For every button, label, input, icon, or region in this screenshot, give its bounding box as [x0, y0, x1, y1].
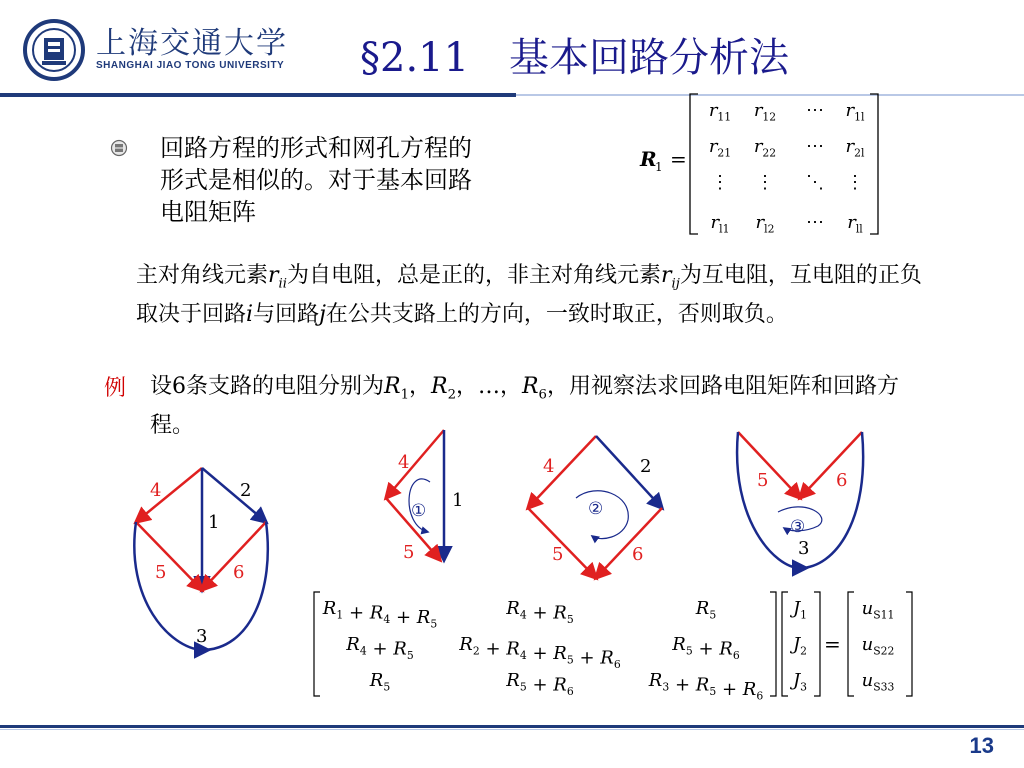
- para-text-2: 为自电阻，总是正的，非主对角线元素: [286, 263, 661, 288]
- eq-cells: [322, 598, 895, 700]
- matrix-cell-2-1: $r_{21}$: [708, 136, 732, 160]
- eq-matrix-left-bracket: [314, 592, 320, 696]
- bullet-line-1: 回路方程的形式和网孔方程的: [160, 134, 472, 162]
- loop3-label-5: 5: [757, 470, 769, 491]
- example-text-1: 设6条支路的电阻分别为: [150, 374, 384, 399]
- eq-J-3: $J_3$: [792, 670, 808, 694]
- matrix-cell-4-1: $r_{l1}$: [710, 212, 730, 236]
- example-sep: ，: [408, 374, 431, 399]
- loop3-label-6: 6: [836, 470, 848, 491]
- graph-label-2: 2: [240, 480, 252, 501]
- eq-J-left-bracket: [782, 592, 788, 696]
- network-graph: [134, 468, 268, 650]
- graph-branch-4: [136, 468, 202, 522]
- matrix-cell-4-3: ⋯: [806, 212, 824, 233]
- eq-u-right-bracket: [906, 592, 912, 696]
- matrix-cell-1-1: $r_{11}$: [708, 100, 732, 124]
- loop3-label-3: 3: [798, 538, 810, 559]
- matrix-cells: [709, 100, 865, 236]
- eq-u-left-bracket: [848, 592, 854, 696]
- loop-equation: [310, 588, 920, 700]
- eq-cell-1-2: $R_4 + R_5$: [506, 598, 574, 626]
- loop1-label-4: 4: [398, 452, 410, 473]
- para-text-5: 在公共支路上的方向，一致时取正，否则取负。: [325, 302, 788, 328]
- matrix-cell-1-4: $r_{1l}$: [845, 100, 865, 124]
- explanation-paragraph: [136, 260, 936, 330]
- eq-u-2: $u_{S22}$: [861, 634, 895, 658]
- loop2-branch-2: [596, 436, 662, 508]
- eq-matrix-right-bracket: [770, 592, 776, 696]
- rij-symbol: r: [661, 263, 672, 288]
- matrix-cell-2-2: $r_{22}$: [753, 136, 777, 160]
- title-rule-dark: [0, 93, 516, 97]
- eq-J-right-bracket: [814, 592, 820, 696]
- bullet-text: [160, 132, 580, 228]
- loop-2-diagram: [528, 436, 662, 578]
- matrix-cell-2-4: $r_{2l}$: [845, 136, 865, 160]
- R6-symbol: R: [521, 374, 539, 399]
- R6-subscript: 6: [538, 387, 547, 403]
- bullet-icon: [110, 139, 128, 157]
- matrix-cell-3-3: ⋱: [806, 172, 824, 193]
- matrix-left-bracket: [690, 94, 698, 234]
- matrix-cell-1-3: ⋯: [806, 100, 824, 121]
- seal-icon: [22, 18, 86, 82]
- para-text-4: 与回路: [253, 302, 320, 328]
- loop3-branch-5: [738, 432, 800, 498]
- example-label: 例: [104, 376, 127, 401]
- loop2-label-5: 5: [552, 544, 564, 565]
- eq-J-2: $J_2$: [792, 634, 808, 658]
- eq-u-1: $u_{S11}$: [861, 598, 895, 622]
- loop1-number: ①: [411, 501, 427, 521]
- eq-J-1: $J_1$: [792, 598, 808, 622]
- matrix-cell-4-4: $r_{ll}$: [847, 212, 863, 236]
- matrix-cell-3-2: ⋮: [756, 172, 774, 193]
- loop2-label-6: 6: [632, 544, 644, 565]
- graph-label-3: 3: [196, 626, 208, 647]
- footer-rule-dark: [0, 725, 1024, 728]
- eq-cell-3-3: $R_3 + R_5 + R_6$: [648, 670, 764, 700]
- loop2-number: ②: [588, 499, 604, 519]
- loop3-branch-6: [800, 432, 862, 498]
- matrix-lhs-sub: 1: [655, 160, 663, 174]
- graph-label-4: 4: [150, 480, 162, 501]
- resistance-matrix: [630, 88, 890, 238]
- eq-cell-2-2: $R_2 + R_4 + R_5 + R_6$: [459, 634, 621, 671]
- rij-subscript: ij: [671, 276, 680, 292]
- R2-subscript: 2: [447, 387, 456, 403]
- eq-equals: =: [824, 632, 841, 656]
- loop-j-symbol: j: [319, 302, 326, 328]
- rii-subscript: ii: [278, 276, 287, 292]
- matrix-cell-1-2: $r_{12}$: [753, 100, 777, 124]
- para-text-3: 为互电阻，互电阻的正负取决于回路: [136, 263, 922, 328]
- eq-cell-2-1: $R_4 + R_5$: [346, 634, 414, 662]
- slide-title: §2.11 基本回路分析法: [360, 35, 790, 81]
- page-number: 13: [969, 733, 994, 758]
- loop2-branch-6: [596, 508, 662, 578]
- matrix-equals: =: [670, 147, 687, 171]
- footer-rule-light: [0, 729, 1024, 730]
- loop3-number: ③: [790, 517, 806, 537]
- logo-english-name: SHANGHAI JIAO TONG UNIVERSITY: [96, 60, 285, 71]
- matrix-cell-4-2: $r_{l2}$: [755, 212, 775, 236]
- eq-cell-1-3: $R_5$: [695, 598, 717, 622]
- matrix-cell-3-1: ⋮: [711, 172, 729, 193]
- R2-symbol: R: [430, 374, 448, 399]
- eq-cell-3-2: $R_5 + R_6$: [506, 670, 574, 698]
- graph-label-5: 5: [155, 562, 167, 583]
- para-text-1: 主对角线元素: [136, 263, 269, 288]
- eq-u-3: $u_{S33}$: [861, 670, 895, 694]
- example-text-2: ，用视察法求回路电阻矩阵和回路方程。: [150, 374, 899, 439]
- loop1-branch-4: [386, 430, 444, 498]
- graph-branch-5: [136, 522, 202, 590]
- R1-subscript: 1: [400, 387, 409, 403]
- loop2-branch-4: [528, 436, 596, 508]
- R1-symbol: R: [384, 374, 401, 399]
- loop1-label-1: 1: [452, 490, 464, 511]
- loop1-label-5: 5: [403, 542, 415, 563]
- matrix-lhs: R: [640, 147, 657, 171]
- graph-label-6: 6: [233, 562, 245, 583]
- eq-cell-2-3: $R_5 + R_6$: [672, 634, 740, 662]
- eq-cell-1-1: $R_1 + R_4 + R_5$: [322, 598, 438, 631]
- logo-chinese-name: 上海交通大学: [96, 26, 288, 61]
- loop-3-diagram: [737, 432, 863, 568]
- loop-1-diagram: [386, 430, 463, 563]
- graph-label-1: 1: [208, 512, 220, 533]
- bullet-line-2: 形式是相似的。对于基本回路: [160, 166, 472, 194]
- loop2-branch-5: [528, 508, 596, 578]
- bullet-line-3: 电阻矩阵: [160, 198, 256, 226]
- loop-i-symbol: i: [246, 302, 254, 328]
- matrix-cell-2-3: ⋯: [806, 136, 824, 157]
- loop2-label-4: 4: [543, 456, 555, 477]
- loop2-label-2: 2: [640, 456, 652, 477]
- eq-cell-3-1: $R_5$: [369, 670, 391, 694]
- matrix-cell-3-4: ⋮: [846, 172, 864, 193]
- example-dots: ，…，: [455, 374, 522, 399]
- matrix-right-bracket: [870, 94, 878, 234]
- rii-symbol: r: [268, 263, 279, 288]
